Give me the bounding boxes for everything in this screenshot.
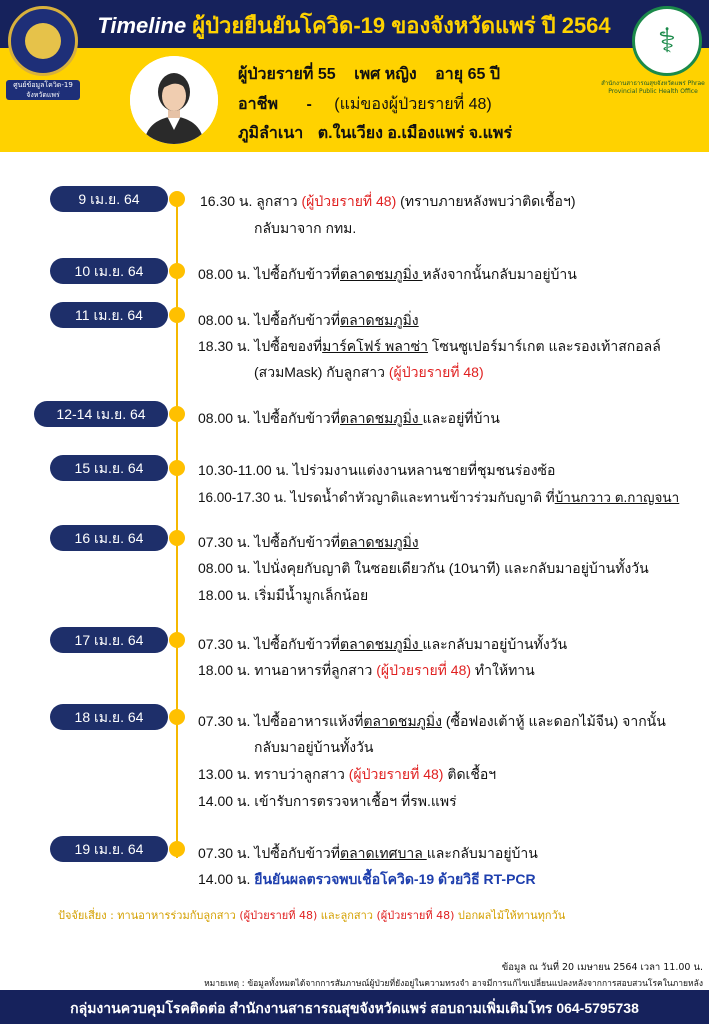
date-pill: 10 เม.ย. 64 (50, 258, 168, 284)
event-line: 08.00 น. ไปซื้อกับข้าวที่ตลาดชมภูมิ่ง หลังจากนั้นกลับมาอยู่บ้าน (198, 266, 577, 282)
home-value: ต.ในเวียง อ.เมืองแพร่ จ.แพร่ (317, 125, 513, 142)
patient-avatar (130, 56, 218, 144)
job-value: - (306, 96, 312, 113)
event-line: 08.00 น. ไปนั่งคุยกับญาติ ในซอยเดียวกัน (10นาที) และกลับมาอยู่บ้านทั้งวัน (198, 560, 649, 576)
event-line: 07.30 น. ไปซื้อกับข้าวที่ตลาดเทศบาล และกลับมาอยู่บ้าน (198, 845, 538, 861)
event-line: 08.00 น. ไปซื้อกับข้าวที่ตลาดชมภูมิ่ง (198, 312, 419, 328)
event-line: 07.30 น. ไปซื้ออาหารแห้งที่ตลาดชมภูมิ่ง (ซื้อฟองเต้าหู้ และดอกไม้จีน) จากนั้น (198, 713, 666, 729)
event-line: 10.30-11.00 น. ไปร่วมงานแต่งงานหลานชายที่ชุมชนร่องซ้อ (198, 462, 556, 478)
data-as-of: ข้อมูล ณ วันที่ 20 เมษายน 2564 เวลา 11.00 น. (501, 962, 703, 973)
header (0, 0, 709, 152)
patient-no-label: ผู้ป่วยรายที่ (238, 66, 314, 83)
home-label: ภูมิลำเนา (238, 125, 304, 142)
event-line: 16.30 น. ลูกสาว (ผู้ป่วยรายที่ 48) (ทราบภายหลังพบว่าติดเชื้อฯ) (200, 193, 576, 209)
event-line: 18.30 น. ไปซื้อของที่มาร์คโฟร์ พลาซ่า โซนซูเปอร์มาร์เกต และรองเท้าสกอลล์ (198, 338, 661, 354)
date-pill: 12-14 เม.ย. 64 (34, 401, 168, 427)
age-value: 65 (467, 66, 486, 83)
title-bar (0, 0, 709, 48)
timeline-dot (169, 460, 185, 476)
date-pill: 18 เม.ย. 64 (50, 704, 168, 730)
risk-factor: ปัจจัยเสี่ยง : ทานอาหารร่วมกับลูกสาว (ผู้ป่วยรายที่ 48) และลูกสาว (ผู้ป่วยรายที่ 48) ปอกผลไม้ให้ทานทุกวัน (58, 909, 566, 922)
event-line: 16.00-17.30 น. ไปรดน้ำดำหัวญาติและทานข้าวร่วมกับญาติ ที่บ้านกวาว ต.กาญจนา (198, 490, 680, 505)
age-unit: ปี (489, 66, 500, 83)
event-line: 07.30 น. ไปซื้อกับข้าวที่ตลาดชมภูมิ่ง (198, 534, 419, 550)
patient-line-1 (238, 62, 500, 87)
timeline-dot (169, 263, 185, 279)
date-pill: 11 เม.ย. 64 (50, 302, 168, 328)
footer-bar (0, 990, 709, 1024)
event-line: 13.00 น. ทราบว่าลูกสาว (ผู้ป่วยรายที่ 48) ติดเชื้อฯ (198, 766, 497, 782)
event-line: กลับมาจาก กทม. (254, 220, 357, 236)
event-line: 08.00 น. ไปซื้อกับข้าวที่ตลาดชมภูมิ่ง และอยู่ที่บ้าน (198, 410, 500, 426)
timeline-dot (169, 191, 185, 207)
sex-value: หญิง (384, 66, 417, 83)
office-name: สำนักงานสาธารณสุขจังหวัดแพร่ Phrae Provincial Public Health Office (601, 80, 705, 95)
footer-contact: กลุ่มงานควบคุมโรคติดต่อ สำนักงานสาธารณสุขจังหวัดแพร่ สอบถามเพิ่มเติมโทร 064-5795738 (70, 1000, 639, 1016)
timeline-dot (169, 406, 185, 422)
timeline-axis (176, 196, 178, 858)
timeline-dot (169, 307, 185, 323)
event-line: กลับมาอยู่บ้านทั้งวัน (254, 739, 374, 755)
person-icon (130, 56, 218, 144)
sex-label: เพศ (354, 66, 381, 83)
patient-line-3 (238, 121, 512, 146)
event-line: (สวมMask) กับลูกสาว (ผู้ป่วยรายที่ 48) (254, 364, 484, 380)
date-pill: 16 เม.ย. 64 (50, 525, 168, 551)
event-line: 07.30 น. ไปซื้อกับข้าวที่ตลาดชมภูมิ่ง และกลับมาอยู่บ้านทั้งวัน (198, 636, 568, 652)
event-line: 18.00 น. เริ่มมีน้ำมูกเล็กน้อย (198, 587, 369, 603)
covid-center-badge (6, 80, 80, 100)
patient-no: 55 (317, 66, 336, 83)
note: หมายเหตุ : ข้อมูลทั้งหมดได้จากการสัมภาษณ์ผู้ป่วยที่ยังอยู่ในความทรงจำ อาจมีการแก้ไขเปลี่ยนแปลงหลังจากการสอบสวนโรคในภายหลัง (204, 979, 703, 989)
covid-center-badge-label: ศูนย์ข้อมูลโควิด-19 จังหวัดแพร่ (13, 81, 73, 99)
date-pill: 19 เม.ย. 64 (50, 836, 168, 862)
age-label: อายุ (435, 66, 464, 83)
event-line: 14.00 น. ยืนยันผลตรวจพบเชื้อโควิด-19 ด้วยวิธี RT-PCR (198, 871, 536, 887)
timeline-dot (169, 841, 185, 857)
relation: (แม่ของผู้ป่วยรายที่ 48) (334, 96, 492, 113)
patient-line-2 (238, 92, 492, 117)
date-pill: 15 เม.ย. 64 (50, 455, 168, 481)
event-line: 14.00 น. เข้ารับการตรวจหาเชื้อฯ ที่รพ.แพร่ (198, 793, 457, 809)
ministry-logo (632, 6, 702, 76)
timeline-dot (169, 632, 185, 648)
date-pill: 17 เม.ย. 64 (50, 627, 168, 653)
page-title (84, 8, 624, 43)
job-label: อาชีพ (238, 96, 278, 113)
date-pill: 9 เม.ย. 64 (50, 186, 168, 212)
event-line: 18.00 น. ทานอาหารที่ลูกสาว (ผู้ป่วยรายที่ 48) ทำให้ทาน (198, 662, 535, 678)
title-en: Timeline (97, 13, 187, 38)
province-seal-logo (8, 6, 78, 76)
caduceus-icon: ⚕ (657, 21, 677, 61)
timeline-dot (169, 709, 185, 725)
timeline-dot (169, 530, 185, 546)
title-th: ผู้ป่วยยืนยันโควิด-19 ของจังหวัดแพร่ ปี 2564 (192, 13, 611, 38)
